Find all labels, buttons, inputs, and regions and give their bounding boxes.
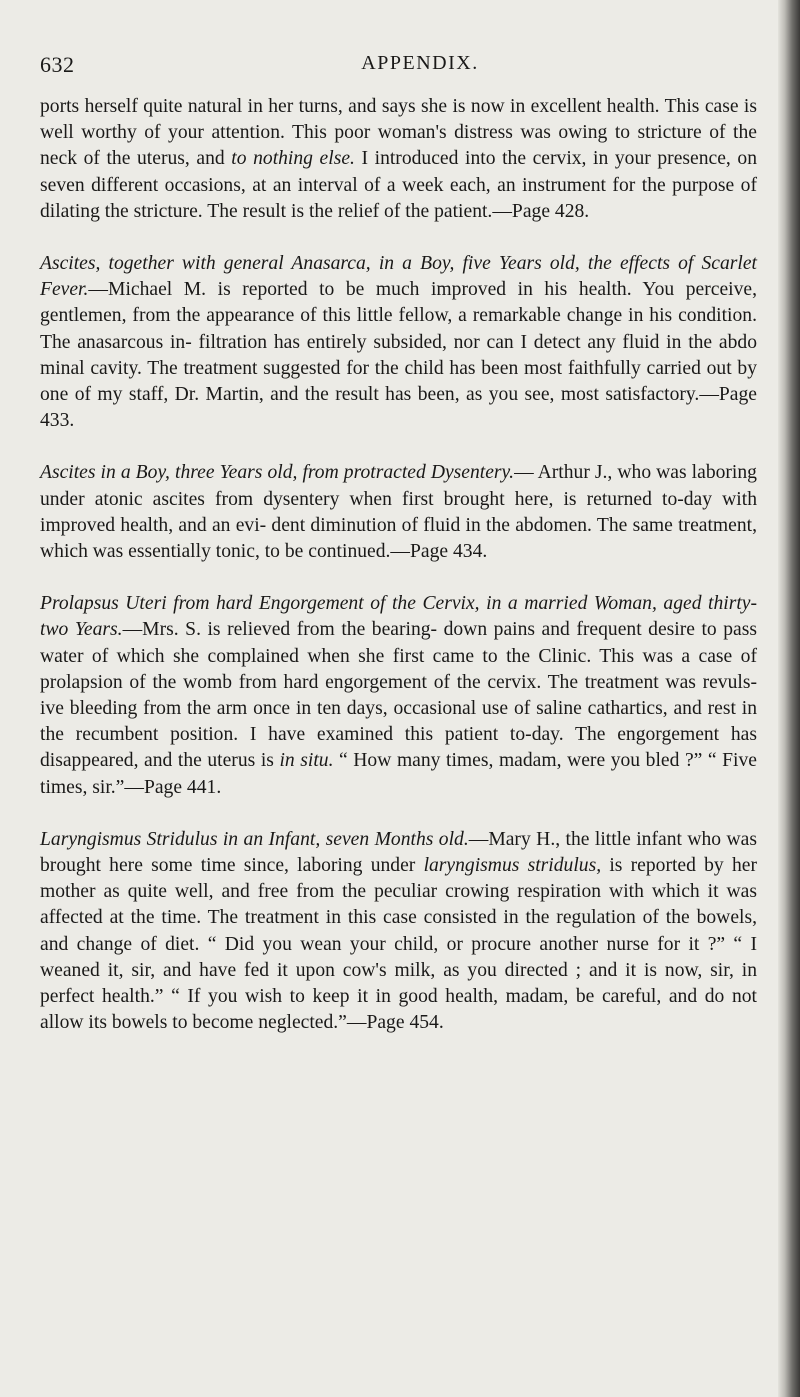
case-title: Ascites in a Boy, three Years old, from protracted Dysentery.: [40, 462, 515, 484]
case-title: Ascites, together with general Anasarca, in a Boy, five Years old, the effects of Scarlet Fever.: [40, 253, 757, 301]
case-entry-ascites-three-years: [40, 460, 757, 565]
case-body: —Mrs. S. is relieved from the bearing- down pains and frequent desire to pass water of which she complained when she first came to the Clinic. This was a case of prolapsion of the womb from hard engorgement of the cervix. The treatment was revuls- ive bleeding from the arm once in ten days, occasional use of saline cathartics, and rest in the recumbent position. I have examined this patient to-day. The engorgement has disappeared, and the uterus is: [40, 619, 757, 772]
page-binding-edge: [778, 0, 800, 1397]
case-title: Prolapsus Uteri from hard Engorgement of the Cervix, in a married Woman, aged thirty-two Years.: [40, 593, 757, 641]
page-header: [40, 52, 760, 82]
emphasis-text: laryngismus stridulus,: [423, 855, 602, 877]
case-entry-prolapsus-uteri: [40, 591, 757, 801]
case-entry-laryngismus: [40, 827, 757, 1037]
emphasis-text: to nothing else.: [231, 148, 355, 170]
page-number: 632: [40, 52, 75, 77]
running-head: APPENDIX.: [361, 52, 479, 74]
paragraph-continuation: [40, 94, 757, 225]
case-body-continued: “ How many times, madam, were you bled ?” “ Five times, sir.”—Page 441.: [40, 750, 757, 798]
case-body: —Mary H., the little infant who was brought here some time since, laboring under: [40, 828, 757, 877]
case-body: —Michael M. is reported to be much improved in his health. You perceive, gentlemen, from the appearance of this little fellow, a remarkable change in his condition. The anasarcous in- filtration has entirely subsided, nor can I detect any fluid in the abdo minal cavity. The treatment suggested for the child has been most faithfully carried out by one of my staff, Dr. Martin, and the result has been, as you see, most satisfactory.—Page 433.: [40, 279, 757, 432]
body-text: [40, 94, 757, 1037]
paragraph-text: I introduced into the cervix, in your presence, on seven different occasions, at an interval of a week each, an instrument for the purpose of dilating the stricture. The result is the relief of the patient.—Page 428.: [40, 148, 757, 222]
case-entry-ascites-five-years: [40, 251, 757, 434]
case-body: — Arthur J., who was laboring under atonic ascites from dysentery when first brought here, is returned to-day with improved health, and an evi- dent diminution of fluid in the abdomen. The same treatment, which was essentially tonic, to be continued.—Page 434.: [40, 462, 757, 563]
case-body-continued: is reported by her mother as quite well, and free from the peculiar crowing respiration with which it was affected at the time. The treatment in this case consisted in the regulation of the bowels, and change of diet. “ Did you wean your child, or procure another nurse for it ?” “ I weaned it, sir, and have fed it upon cow's milk, as you directed ; and it is now, sir, in perfect health.” “ If you wish to keep it in good health, madam, be careful, and do not allow its bowels to become neglected.”—Page 454.: [40, 855, 757, 1034]
emphasis-text: in situ.: [279, 750, 334, 772]
paragraph-text: ports herself quite natural in her turns, and says she is now in excellent health. This case is well worthy of your attention. This poor woman's distress was owing to stricture of the neck of the uterus, and: [40, 96, 757, 170]
case-title: Laryngismus Stridulus in an Infant, seven Months old.: [40, 828, 469, 850]
